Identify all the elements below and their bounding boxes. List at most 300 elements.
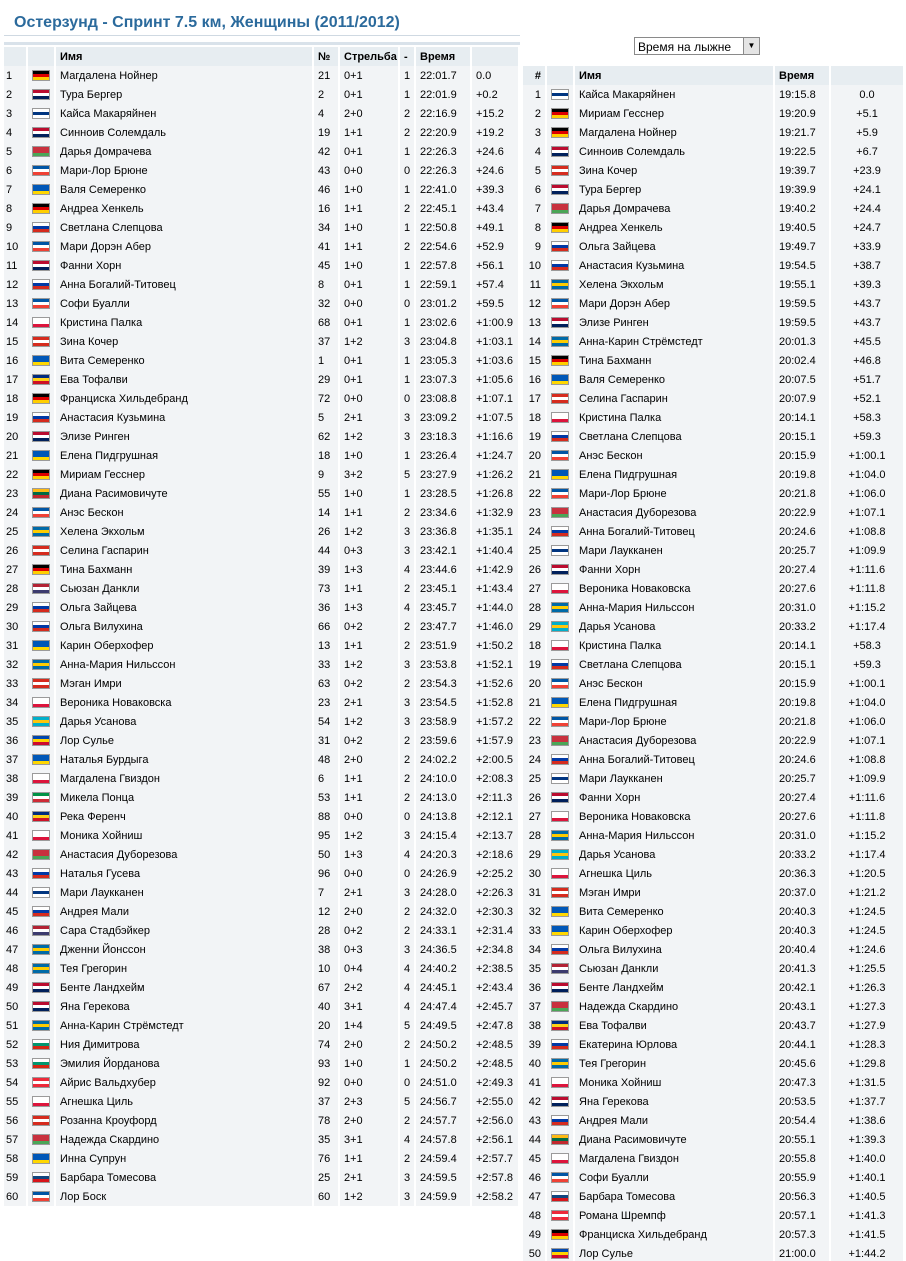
athlete-name[interactable]: Ева Тофалви — [575, 1016, 775, 1035]
athlete-name[interactable]: Елена Пидгрушная — [575, 465, 775, 484]
athlete-name[interactable]: Кайса Макаряйнен — [56, 104, 314, 123]
athlete-name[interactable]: Элизе Ринген — [575, 313, 775, 332]
finish-time: 24:13.8 — [416, 807, 472, 826]
flag-icon — [32, 469, 50, 480]
penalty-count: 2 — [400, 674, 416, 693]
penalty-count: 5 — [400, 1092, 416, 1111]
athlete-name[interactable]: Мэган Имри — [56, 674, 314, 693]
shooting-score: 1+1 — [340, 769, 400, 788]
athlete-name[interactable]: Анэс Бескон — [56, 503, 314, 522]
athlete-name[interactable]: Синноив Солемдаль — [56, 123, 314, 142]
shooting-score: 1+0 — [340, 1054, 400, 1073]
shooting-score: 1+2 — [340, 712, 400, 731]
flag-icon — [32, 1096, 50, 1107]
flag-cell — [28, 1035, 56, 1054]
athlete-name[interactable]: Елена Пидгрушная — [575, 693, 775, 712]
shooting-score: 2+1 — [340, 693, 400, 712]
flag-cell — [547, 541, 575, 560]
ski-time: 20:37.0 — [775, 883, 831, 902]
athlete-name[interactable]: Анэс Бескон — [575, 674, 775, 693]
time-behind: +1:00.1 — [831, 674, 905, 693]
flag-cell — [28, 883, 56, 902]
time-behind: +1:24.6 — [831, 940, 905, 959]
athlete-name[interactable]: Ольга Вилухина — [56, 617, 314, 636]
column-header[interactable]: # — [523, 66, 547, 85]
table-row — [523, 883, 905, 902]
athlete-name[interactable]: Андреа Хенкель — [56, 199, 314, 218]
athlete-name[interactable]: Вероника Новаковска — [575, 579, 775, 598]
ranking-select[interactable] — [634, 37, 760, 55]
athlete-name[interactable]: Элизе Ринген — [56, 427, 314, 446]
bib-number: 72 — [314, 389, 340, 408]
time-behind: +1:27.3 — [831, 997, 905, 1016]
athlete-name[interactable]: Диана Расимовичуте — [575, 1130, 775, 1149]
finish-time: 23:59.6 — [416, 731, 472, 750]
athlete-name[interactable]: Екатерина Юрлова — [575, 1035, 775, 1054]
flag-icon — [32, 1153, 50, 1164]
athlete-name[interactable]: Магдалена Гвиздон — [56, 769, 314, 788]
athlete-name[interactable]: Тина Бахманн — [56, 560, 314, 579]
rank-cell: 44 — [523, 1130, 547, 1149]
athlete-name[interactable]: Мари Дорэн Абер — [575, 294, 775, 313]
athlete-name[interactable]: Андрея Мали — [56, 902, 314, 921]
column-header[interactable]: Стрельба — [340, 47, 400, 66]
time-behind: +51.7 — [831, 370, 905, 389]
column-header[interactable]: - — [400, 47, 416, 66]
athlete-name[interactable]: Вита Семеренко — [575, 902, 775, 921]
bib-number: 4 — [314, 104, 340, 123]
finish-time: 24:57.7 — [416, 1111, 472, 1130]
bib-number: 37 — [314, 1092, 340, 1111]
bib-number: 1 — [314, 351, 340, 370]
athlete-name[interactable]: Ольга Зайцева — [56, 598, 314, 617]
chevron-down-icon[interactable]: ▼ — [743, 38, 759, 54]
athlete-name[interactable]: Франциска Хильдебранд — [56, 389, 314, 408]
athlete-name[interactable]: Валя Семеренко — [575, 370, 775, 389]
column-header[interactable] — [4, 47, 28, 66]
flag-cell — [547, 1225, 575, 1244]
athlete-name[interactable]: Мари-Лор Брюне — [575, 712, 775, 731]
time-behind: +1:35.1 — [472, 522, 520, 541]
athlete-name[interactable]: Лор Сулье — [56, 731, 314, 750]
athlete-name[interactable]: Дарья Усанова — [575, 617, 775, 636]
athlete-name[interactable]: Валя Семеренко — [56, 180, 314, 199]
flag-icon — [551, 1058, 569, 1069]
table-row — [523, 541, 905, 560]
finish-time: 22:50.8 — [416, 218, 472, 237]
flag-cell — [28, 1130, 56, 1149]
athlete-name[interactable]: Мари Лаукканен — [575, 769, 775, 788]
table-row — [523, 1092, 905, 1111]
athlete-name[interactable]: Моника Хойниш — [56, 826, 314, 845]
athlete-name[interactable]: Кайса Макаряйнен — [575, 85, 775, 104]
time-behind: +1:07.1 — [831, 731, 905, 750]
athlete-name[interactable]: Агнешка Циль — [56, 1092, 314, 1111]
flag-icon — [551, 1248, 569, 1259]
ski-time: 20:53.5 — [775, 1092, 831, 1111]
shooting-score: 1+2 — [340, 1187, 400, 1206]
athlete-name[interactable]: Анна-Мария Нильссон — [575, 826, 775, 845]
ski-time: 20:15.1 — [775, 655, 831, 674]
flag-icon — [551, 260, 569, 271]
shooting-score: 0+1 — [340, 313, 400, 332]
ski-time: 20:02.4 — [775, 351, 831, 370]
athlete-name[interactable]: Зина Кочер — [56, 332, 314, 351]
rank-cell: 6 — [523, 180, 547, 199]
table-row — [523, 864, 905, 883]
penalty-count: 1 — [400, 256, 416, 275]
athlete-name[interactable]: Лор Боск — [56, 1187, 314, 1206]
athlete-name[interactable]: Анастасия Дуборезова — [56, 845, 314, 864]
athlete-name[interactable]: Анна-Карин Стрёмстедт — [575, 332, 775, 351]
athlete-name[interactable]: Анастасия Кузьмина — [56, 408, 314, 427]
athlete-name[interactable]: Фанни Хорн — [575, 560, 775, 579]
rank-cell: 26 — [523, 788, 547, 807]
time-behind: +1:40.4 — [472, 541, 520, 560]
athlete-name[interactable]: Вита Семеренко — [56, 351, 314, 370]
time-behind: +1:07.5 — [472, 408, 520, 427]
athlete-name[interactable]: Кристина Палка — [575, 408, 775, 427]
ski-time: 20:31.0 — [775, 826, 831, 845]
athlete-name[interactable]: Анна-Мария Нильссон — [56, 655, 314, 674]
athlete-name[interactable]: Сьюзан Данкли — [575, 959, 775, 978]
athlete-name[interactable]: Светлана Слепцова — [56, 218, 314, 237]
flag-icon — [32, 545, 50, 556]
flag-icon — [32, 374, 50, 385]
flag-icon — [551, 184, 569, 195]
athlete-name[interactable]: Анна-Мария Нильссон — [575, 598, 775, 617]
athlete-name[interactable]: Надежда Скардино — [575, 997, 775, 1016]
athlete-name[interactable]: Селина Гаспарин — [575, 389, 775, 408]
finish-time: 23:51.9 — [416, 636, 472, 655]
flag-icon — [551, 944, 569, 955]
athlete-name[interactable]: Тея Грегорин — [575, 1054, 775, 1073]
table-row — [523, 465, 905, 484]
flag-cell — [547, 902, 575, 921]
shooting-score: 1+2 — [340, 522, 400, 541]
athlete-name[interactable]: Тина Бахманн — [575, 351, 775, 370]
athlete-name[interactable]: Моника Хойниш — [575, 1073, 775, 1092]
flag-icon — [32, 298, 50, 309]
time-behind: +1:24.7 — [472, 446, 520, 465]
athlete-name[interactable]: Селина Гаспарин — [56, 541, 314, 560]
athlete-name[interactable]: Тура Бергер — [575, 180, 775, 199]
athlete-name[interactable]: Светлана Слепцова — [575, 655, 775, 674]
athlete-name[interactable]: Анастасия Дуборезова — [575, 731, 775, 750]
athlete-name[interactable]: Агнешка Циль — [575, 864, 775, 883]
athlete-name[interactable]: Софи Буалли — [56, 294, 314, 313]
athlete-name[interactable]: Дарья Домрачева — [575, 199, 775, 218]
athlete-name[interactable]: Мари-Лор Брюне — [56, 161, 314, 180]
athlete-name[interactable]: Яна Герекова — [575, 1092, 775, 1111]
flag-icon — [551, 754, 569, 765]
athlete-name[interactable]: Тура Бергер — [56, 85, 314, 104]
ski-time: 19:21.7 — [775, 123, 831, 142]
column-header[interactable]: Имя — [575, 66, 775, 85]
rank-cell: 32 — [4, 655, 28, 674]
flag-icon — [551, 1020, 569, 1031]
table-row — [523, 655, 905, 674]
athlete-name[interactable]: Наталья Бурдыга — [56, 750, 314, 769]
flag-cell — [547, 1244, 575, 1261]
time-behind: +24.4 — [831, 199, 905, 218]
bib-number: 50 — [314, 845, 340, 864]
athlete-name[interactable]: Микела Понца — [56, 788, 314, 807]
column-header[interactable] — [472, 47, 520, 66]
time-behind: +2:58.2 — [472, 1187, 520, 1206]
bib-number: 10 — [314, 959, 340, 978]
athlete-name[interactable]: Магдалена Нойнер — [575, 123, 775, 142]
athlete-name[interactable]: Мириам Гесснер — [575, 104, 775, 123]
rank-cell: 46 — [4, 921, 28, 940]
athlete-name[interactable]: Бенте Ландхейм — [56, 978, 314, 997]
bib-number: 5 — [314, 408, 340, 427]
flag-icon — [32, 260, 50, 271]
athlete-name[interactable]: Бенте Ландхейм — [575, 978, 775, 997]
shooting-score: 1+1 — [340, 1149, 400, 1168]
finish-time: 24:50.2 — [416, 1054, 472, 1073]
athlete-name[interactable]: Андрея Мали — [575, 1111, 775, 1130]
athlete-name[interactable]: Карин Оберхофер — [575, 921, 775, 940]
column-header[interactable]: Время — [775, 66, 831, 85]
flag-icon — [32, 944, 50, 955]
bib-number: 42 — [314, 142, 340, 161]
athlete-name[interactable]: Дарья Домрачева — [56, 142, 314, 161]
bib-number: 19 — [314, 123, 340, 142]
flag-cell — [28, 1092, 56, 1111]
bib-number: 23 — [314, 693, 340, 712]
athlete-name[interactable]: Синноив Солемдаль — [575, 142, 775, 161]
finish-time: 22:54.6 — [416, 237, 472, 256]
column-header[interactable] — [831, 66, 905, 85]
column-header[interactable]: Имя — [56, 47, 314, 66]
flag-icon — [32, 507, 50, 518]
table-row — [523, 1149, 905, 1168]
athlete-name[interactable]: Анна Богалий-Титовец — [575, 750, 775, 769]
flag-cell — [547, 864, 575, 883]
penalty-count: 3 — [400, 332, 416, 351]
athlete-name[interactable]: Карин Оберхофер — [56, 636, 314, 655]
bib-number: 29 — [314, 370, 340, 389]
athlete-name[interactable]: Романа Шремпф — [575, 1206, 775, 1225]
athlete-name[interactable]: Ния Димитрова — [56, 1035, 314, 1054]
time-behind: +1:15.2 — [831, 826, 905, 845]
athlete-name[interactable]: Кристина Палка — [575, 636, 775, 655]
athlete-name[interactable]: Анна Богалий-Титовец — [56, 275, 314, 294]
rank-cell: 27 — [523, 579, 547, 598]
flag-cell — [547, 1187, 575, 1206]
table-row — [4, 864, 520, 883]
athlete-name[interactable]: Вероника Новаковска — [575, 807, 775, 826]
table-row — [523, 332, 905, 351]
athlete-name[interactable]: Вероника Новаковска — [56, 693, 314, 712]
athlete-name[interactable]: Дарья Усанова — [56, 712, 314, 731]
athlete-name[interactable]: Сьюзан Данкли — [56, 579, 314, 598]
athlete-name[interactable]: Мириам Гесснер — [56, 465, 314, 484]
athlete-name[interactable]: Сара Стадбэйкер — [56, 921, 314, 940]
time-behind: 0.0 — [472, 66, 520, 85]
athlete-name[interactable]: Эмилия Йорданова — [56, 1054, 314, 1073]
athlete-name[interactable]: Дарья Усанова — [575, 845, 775, 864]
flag-cell — [28, 959, 56, 978]
shooting-score: 1+0 — [340, 256, 400, 275]
athlete-name[interactable]: Яна Герекова — [56, 997, 314, 1016]
column-header[interactable] — [28, 47, 56, 66]
flag-cell — [28, 256, 56, 275]
time-behind: +1:24.5 — [831, 902, 905, 921]
flag-cell — [547, 750, 575, 769]
athlete-name[interactable]: Барбара Томесова — [56, 1168, 314, 1187]
time-behind: +1:17.4 — [831, 845, 905, 864]
flag-cell — [547, 427, 575, 446]
athlete-name[interactable]: Диана Расимовичуте — [56, 484, 314, 503]
rank-cell: 7 — [523, 199, 547, 218]
athlete-name[interactable]: Анэс Бескон — [575, 446, 775, 465]
athlete-name[interactable]: Лор Сулье — [575, 1244, 775, 1261]
penalty-count: 1 — [400, 313, 416, 332]
table-row — [4, 1035, 520, 1054]
ski-time: 20:27.6 — [775, 579, 831, 598]
athlete-name[interactable]: Франциска Хильдебранд — [575, 1225, 775, 1244]
flag-icon — [551, 621, 569, 632]
rank-cell: 46 — [523, 1168, 547, 1187]
athlete-name[interactable]: Магдалена Гвиздон — [575, 1149, 775, 1168]
athlete-name[interactable]: Анастасия Кузьмина — [575, 256, 775, 275]
penalty-count: 4 — [400, 997, 416, 1016]
time-behind: +2:43.4 — [472, 978, 520, 997]
athlete-name[interactable]: Мари Лаукканен — [56, 883, 314, 902]
athlete-name[interactable]: Хелена Экхольм — [56, 522, 314, 541]
flag-icon — [551, 1229, 569, 1240]
athlete-name[interactable]: Дженни Йонссон — [56, 940, 314, 959]
athlete-name[interactable]: Светлана Слепцова — [575, 427, 775, 446]
table-row — [523, 1073, 905, 1092]
finish-time: 23:36.8 — [416, 522, 472, 541]
ski-time: 20:19.8 — [775, 465, 831, 484]
athlete-name[interactable]: Андреа Хенкель — [575, 218, 775, 237]
flag-cell — [28, 332, 56, 351]
time-behind: +59.3 — [831, 655, 905, 674]
athlete-name[interactable]: Тея Грегорин — [56, 959, 314, 978]
rank-cell: 58 — [4, 1149, 28, 1168]
bib-number: 9 — [314, 465, 340, 484]
athlete-name[interactable]: Мари Дорэн Абер — [56, 237, 314, 256]
flag-icon — [551, 298, 569, 309]
penalty-count: 2 — [400, 750, 416, 769]
rank-cell: 14 — [523, 332, 547, 351]
penalty-count: 3 — [400, 883, 416, 902]
time-behind: +1:41.5 — [831, 1225, 905, 1244]
column-header[interactable]: № — [314, 47, 340, 66]
rank-cell: 20 — [523, 446, 547, 465]
ski-time: 20:25.7 — [775, 541, 831, 560]
ski-time: 20:57.3 — [775, 1225, 831, 1244]
penalty-count: 3 — [400, 522, 416, 541]
athlete-name[interactable]: Анна-Карин Стрёмстедт — [56, 1016, 314, 1035]
athlete-name[interactable]: Фанни Хорн — [575, 788, 775, 807]
flag-cell — [547, 180, 575, 199]
table-row — [523, 1244, 905, 1261]
table-row — [4, 332, 520, 351]
athlete-name[interactable]: Надежда Скардино — [56, 1130, 314, 1149]
athlete-name[interactable]: Анна Богалий-Титовец — [575, 522, 775, 541]
flag-icon — [32, 1191, 50, 1202]
time-behind: +2:34.8 — [472, 940, 520, 959]
athlete-name[interactable]: Анастасия Дуборезова — [575, 503, 775, 522]
athlete-name[interactable]: Река Ференч — [56, 807, 314, 826]
flag-cell — [547, 959, 575, 978]
athlete-name[interactable]: Хелена Экхольм — [575, 275, 775, 294]
athlete-name[interactable]: Инна Супрун — [56, 1149, 314, 1168]
shooting-score: 1+3 — [340, 560, 400, 579]
time-behind: +1:24.5 — [831, 921, 905, 940]
finish-time: 24:45.1 — [416, 978, 472, 997]
athlete-name[interactable]: Фанни Хорн — [56, 256, 314, 275]
athlete-name[interactable]: Мари Лаукканен — [575, 541, 775, 560]
ski-time: 19:15.8 — [775, 85, 831, 104]
time-behind: +1:40.5 — [831, 1187, 905, 1206]
ski-time: 19:40.5 — [775, 218, 831, 237]
time-behind: +1:31.5 — [831, 1073, 905, 1092]
athlete-name[interactable]: Зина Кочер — [575, 161, 775, 180]
column-header[interactable]: Время — [416, 47, 472, 66]
shooting-score: 1+1 — [340, 123, 400, 142]
athlete-name[interactable]: Мэган Имри — [575, 883, 775, 902]
flag-icon — [551, 982, 569, 993]
time-behind: +19.2 — [472, 123, 520, 142]
athlete-name[interactable]: Розанна Кроуфорд — [56, 1111, 314, 1130]
bib-number: 39 — [314, 560, 340, 579]
time-behind: +38.7 — [831, 256, 905, 275]
athlete-name[interactable]: Кристина Палка — [56, 313, 314, 332]
rank-cell: 43 — [4, 864, 28, 883]
flag-cell — [28, 750, 56, 769]
time-behind: +2:48.5 — [472, 1035, 520, 1054]
flag-icon — [551, 659, 569, 670]
column-header[interactable] — [547, 66, 575, 85]
athlete-name[interactable]: Ольга Зайцева — [575, 237, 775, 256]
penalty-count: 1 — [400, 275, 416, 294]
table-row — [523, 484, 905, 503]
athlete-name[interactable]: Барбара Томесова — [575, 1187, 775, 1206]
ski-time: 20:33.2 — [775, 845, 831, 864]
rank-cell: 15 — [523, 351, 547, 370]
penalty-count: 1 — [400, 484, 416, 503]
flag-icon — [551, 1172, 569, 1183]
rank-cell: 37 — [4, 750, 28, 769]
athlete-name[interactable]: Ольга Вилухина — [575, 940, 775, 959]
athlete-name[interactable]: Елена Пидгрушная — [56, 446, 314, 465]
table-row — [4, 256, 520, 275]
athlete-name[interactable]: Ева Тофалви — [56, 370, 314, 389]
flag-icon — [32, 735, 50, 746]
athlete-name[interactable]: Наталья Гусева — [56, 864, 314, 883]
athlete-name[interactable]: Мари-Лор Брюне — [575, 484, 775, 503]
rank-cell: 8 — [523, 218, 547, 237]
athlete-name[interactable]: Софи Буалли — [575, 1168, 775, 1187]
bib-number: 16 — [314, 199, 340, 218]
rank-cell: 2 — [4, 85, 28, 104]
time-behind: +1:21.2 — [831, 883, 905, 902]
flag-cell — [28, 1111, 56, 1130]
athlete-name[interactable]: Айрис Вальдхубер — [56, 1073, 314, 1092]
table-row — [523, 997, 905, 1016]
time-behind: +1:26.3 — [831, 978, 905, 997]
rank-cell: 34 — [523, 940, 547, 959]
flag-cell — [28, 560, 56, 579]
table-row — [4, 313, 520, 332]
athlete-name[interactable]: Магдалена Нойнер — [56, 66, 314, 85]
